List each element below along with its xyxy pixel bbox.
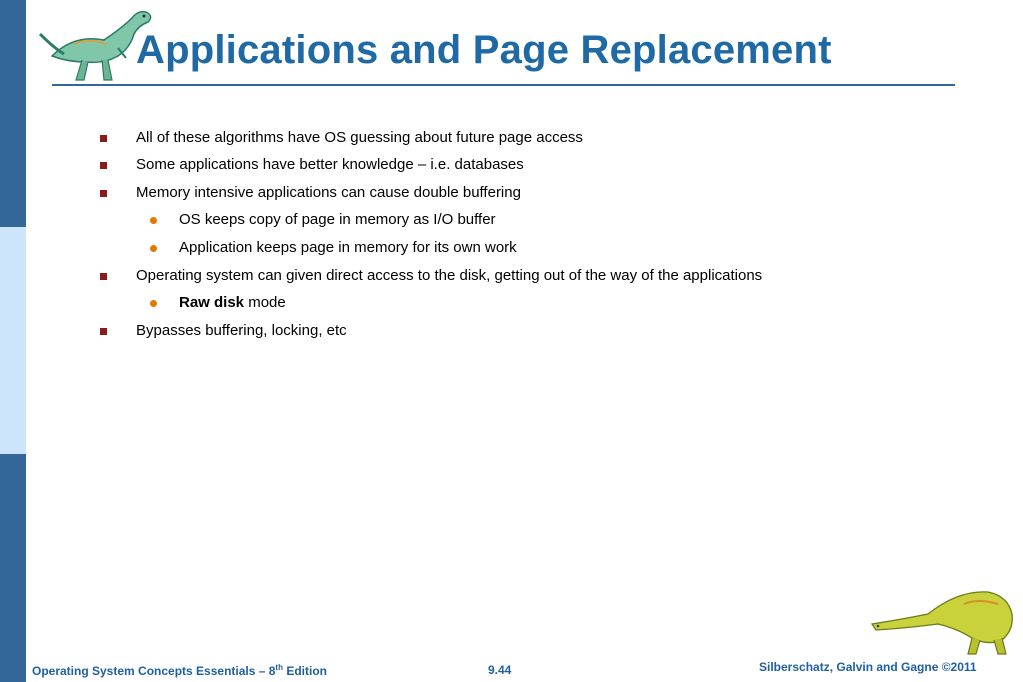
square-bullet-icon [100,273,107,280]
square-bullet-icon [100,328,107,335]
title-divider [52,84,955,86]
footer-authors: Silberschatz, Galvin and Gagne ©2011 [759,660,977,674]
page-number: 9.44 [488,663,512,677]
square-bullet-icon [100,162,107,169]
bullet-text: Application keeps page in memory for its own work [179,239,517,256]
bullet-text: OS keeps copy of page in memory as I/O buffer [179,211,496,228]
footer-book-title [32,663,327,678]
dot-bullet-icon [150,300,157,307]
dinosaur-icon [868,584,1016,656]
bullet-text-rest: mode [244,294,286,311]
bold-term: Raw disk [179,294,245,311]
bullet-text: Memory intensive applications can cause double buffering [136,184,521,201]
footer-title-suffix: Edition [282,664,327,678]
footer-title-sup: th [275,663,283,672]
dot-bullet-icon [150,217,157,224]
page-title: Applications and Page Replacement [136,28,832,72]
bullet-text: Some applications have better knowledge – i.e. databases [136,156,524,173]
footer-title-text: Operating System Concepts Essentials – 8 [32,664,276,678]
bullet-text: Operating system can given direct access to the disk, getting out of the way of the applications [136,267,763,284]
bullet-text: All of these algorithms have OS guessing about future page access [136,129,583,146]
dot-bullet-icon [150,245,157,252]
sidebar-segment-middle [0,227,26,454]
sidebar-stripe [0,0,26,682]
square-bullet-icon [100,135,107,142]
sidebar-segment-top [0,0,26,227]
square-bullet-icon [100,190,107,197]
bullet-text: Bypasses buffering, locking, etc [136,322,347,339]
bullet-text [179,291,286,315]
sidebar-segment-bottom [0,454,26,682]
